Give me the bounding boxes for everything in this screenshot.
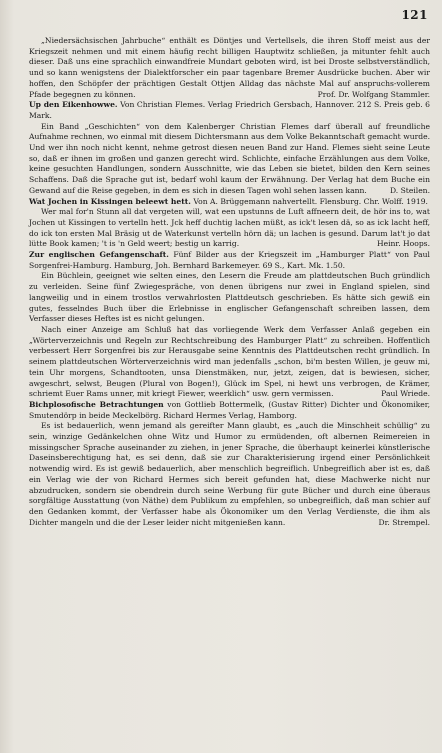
paragraph-text: Ein Band „Geschichten“ von dem Kalenberger Christian Flemes darf überall auf freundliche Aufnahme rechnen, wo einmal mit diesem Dichtersmann aus dem Volke Bekanntschaft gemacht wurde. Und wer ihn noch nicht kennt, nehme getrost diesen neuen Band zur Hand. Flemes sieht seine Leute so, daß er ihnen im großen und ganzen gerecht wird. Schlichte, einfache Erzählungen aus dem Volke, keine gesuchten Handlungen, sondern Ausschnitte, wie das Leben sie bietet, bilden den Kern seines Schaffens. Daß die Sprache gut ist, bedarf wohl kaum der Erwähnung. Der Verlag hat dem Buche ein Gewand auf die Reise gegeben, in dem es sich in diesen Tagen wohl sehen lassen kann. — [29, 121, 430, 195]
reviewer-signature: Heinr. Hoops. — [377, 239, 430, 249]
paragraph-text: Von Christian Flemes. Verlag Friedrich Gersbach, Hannover. 212 S. Preis geb. 6 Mark. — [29, 100, 430, 120]
paragraph-text: von Gottlieb Bottermelk, (Gustav Ritter) Dichter und Ökonomiker, Smutendörp in beide Meckelbörg. Richard Hermes Verlag, Hamborg. — [29, 399, 431, 420]
paragraph-text: Fünf Bilder aus der Kriegszeit im „Hamburger Platt“ von Paul Sorgenfrei-Hamburg. Hamburg, Joh. Bernhard Barkemeyer. 69 S., Kart. Mk. 1.50. — [29, 250, 430, 270]
paragraph-text: Nach einer Anzeige am Schluß hat das vorliegende Werk dem Verfasser Anlaß gegeben ein „Wörterverzeichnis und Regeln zur Rechtschreibung des Hamburger Platt“ zu schreiben. Hoffentlich verbessert Herr Sorgenfrei bis zur Herausgabe seine Kenntnis des Plattdeutschen recht gründlich. In seinem plattdeutschen Wörterverzeichnis wird man jedenfalls „schon, bi'm besten Willen, je geuw mi, tein Uhr morgens, Schandtooten, unsa Dienstmäken, nur, jetzt, zeigen, dat is bewiesen, sicher, awgeschrt, selwst, Beugen (Plural von Bogen!), Glück im Spel, ni hewt uns verbrogen, de Krämer, schriemt Euer Rams unner, mit kriegt Fiewer, weerklich“ usw. gern vermissen. — [29, 324, 430, 399]
body-paragraph — [29, 207, 430, 250]
review-heading-paragraph — [29, 250, 430, 271]
review-heading-paragraph — [29, 100, 430, 121]
paragraph-text: „Niedersächsischen Jahrbuche“ enthält es Döntjes und Vertellsels, die ihren Stoff meist aus der Kriegszeit nehmen und mit einem häufig recht billigen Hauptwitz schließen, ja mitunter fehlt auch dieser. Daß uns eine sprachlich einwandfreie Mundart geboten wird, ist bei Droste selbstverständlich, und so kann wenigstens der Dialektforscher ein paar tagenbare Bremer Ausdrücke buchen. Aber wir hoffen, den Schöpfer der prächtigen Gestalt Ottjen Alldag das nächste Mal auf anspruchs-vollerem Pfade begegnen zu können. — [29, 36, 430, 99]
page-content — [29, 36, 430, 528]
book-title: Wat Jochen in Kissingen beleewt hett. — [29, 196, 191, 206]
body-paragraph — [29, 325, 430, 400]
page-number: 121 — [401, 8, 428, 22]
reviewer-signature: Dr. Strempel. — [378, 517, 430, 527]
reviewer-signature: Prof. Dr. Wolfgang Stammler. — [317, 89, 430, 99]
review-heading-paragraph — [29, 400, 430, 421]
review-heading-paragraph — [29, 197, 430, 208]
reviewer-signature: Paul Wriede. — [381, 389, 430, 399]
paragraph-text: Wer mal for'n Stunn all dat vergeten will, wat een upstunns de Luft affneern deit, de hör ins to, wat Jochen ut Kissingen to vertelln hett. Jck heff duchtig lachen müßt, as ick't lesen dä, so as ick lacht heff, do ick ton ersten Mal Bräsig ut de Waterkunst vertelln hörn dä; un lachen is gesund. Darum lat't jo dat lütte Book kamen; 't is 'n Geld weert; bestig un karrig. — [29, 207, 430, 249]
body-paragraph — [29, 36, 430, 100]
reviewer-signature: D. Steilen. — [389, 185, 430, 195]
book-title: Zur englischen Gefangenschaft. — [29, 250, 169, 260]
paragraph-text: Ein Büchlein, geeignet wie selten eines, den Lesern die Freude am plattdeutschen Buch gründlich zu verleiden. Seine fünf Zwiegespräche, von denen übrigens nur zwei in England spielen, sind langweilig und in einem trostlos verwahrlosten Plattdeutsch geschrieben. Es hätte sich gewiß ein gutes, fesselndes Buch über die Erlebnisse in englischer Gefangenschaft schreiben lassen, dem Verfasser dieses Heftes ist es nicht gelungen. — [29, 271, 430, 324]
body-paragraph — [29, 421, 430, 528]
book-title: Up den Eikenhowwe. — [29, 100, 118, 110]
body-paragraph — [29, 271, 430, 325]
paragraph-text: Es ist bedauerlich, wenn jemand als gereifter Mann glaubt, es „auch die Minschheit schüllig“ zu sein, winzige Gedänkelchen ohne Witz und Humor zu ermüdenden, oft albernen Reimereien in missingscher Sprache auseinander zu ziehen, in jener Sprache, die überhaupt keinerlei künstlerische Daseinsberechtigung hat, es sei denn, daß sie zur Charakterisierung irgend einer Persönlichkeit notwendig wird. Es ist gewiß bedauerlich, aber menschlich begreiflich. Unbegreiflich aber ist es, daß ein Verlag wie der von Richard Hermes sich bereit gefunden hat, diese Machwerke nicht nur abzudrucken, sondern sie obendrein durch seine Werbung für gute Bücher und durch eine überaus sorgfältige Ausstattung (von Näthe) dem Publikum zu empfehlen, so unbegreiflich, daß man schier auf den Gedanken kommt, der Verfasser habe als Ökonomiker um den Verlag Verdienste, die ihm als Dichter mangeln und die der Leser leider nicht mitgenießen kann. — [29, 421, 430, 527]
body-paragraph — [29, 122, 430, 197]
paragraph-text: Von A. Brüggemann nahvertellt. Flensburg. Chr. Wolff. 1919. — [193, 196, 428, 206]
book-title: Bichplosofische Betrachtungen — [29, 399, 164, 409]
